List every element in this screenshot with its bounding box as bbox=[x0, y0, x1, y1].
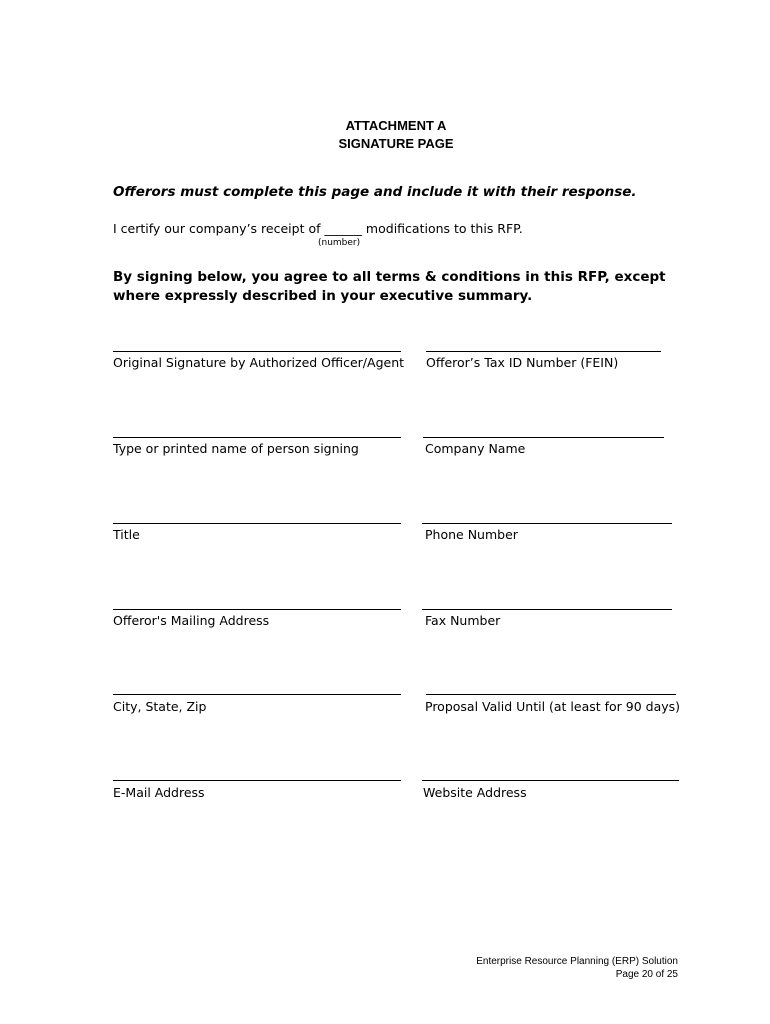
email-blank-line[interactable] bbox=[113, 780, 401, 781]
printed-name-blank-line[interactable] bbox=[113, 437, 401, 438]
mailing-address-blank-line[interactable] bbox=[113, 609, 401, 610]
proposal-valid-label: Proposal Valid Until (at least for 90 days) bbox=[425, 699, 681, 714]
agreement-statement: By signing below, you agree to all terms & conditions in this RFP, except where expressly described in your executive summary. bbox=[113, 269, 666, 304]
city-state-zip-blank-line[interactable] bbox=[113, 694, 401, 695]
company-name-label: Company Name bbox=[425, 441, 526, 456]
signature-label: Original Signature by Authorized Officer/Agent bbox=[113, 355, 405, 370]
title-label: Title bbox=[113, 527, 140, 542]
fein-blank-line[interactable] bbox=[426, 351, 661, 352]
company-name-blank-line[interactable] bbox=[423, 437, 664, 438]
fax-label: Fax Number bbox=[425, 613, 501, 628]
instruction-notice: Offerors must complete this page and include it with their response. bbox=[113, 184, 637, 200]
footer-page-number: Page 20 of 25 bbox=[615, 969, 678, 980]
mailing-address-label: Offeror's Mailing Address bbox=[113, 613, 270, 628]
proposal-valid-blank-line[interactable] bbox=[426, 694, 676, 695]
fein-label: Offeror’s Tax ID Number (FEIN) bbox=[426, 355, 619, 370]
certification-number-note: (number) bbox=[318, 238, 361, 248]
printed-name-label: Type or printed name of person signing bbox=[113, 441, 359, 456]
title-blank-line[interactable] bbox=[113, 523, 401, 524]
website-blank-line[interactable] bbox=[422, 780, 679, 781]
city-state-zip-label: City, State, Zip bbox=[113, 699, 207, 714]
signature-blank-line[interactable] bbox=[113, 351, 401, 352]
attachment-heading: ATTACHMENT A bbox=[345, 118, 447, 133]
certification-statement: I certify our company’s receipt of ______ modifications to this RFP. bbox=[113, 221, 523, 236]
website-label: Website Address bbox=[423, 785, 527, 800]
signature-page-heading: SIGNATURE PAGE bbox=[338, 136, 454, 151]
footer-document-title: Enterprise Resource Planning (ERP) Solution bbox=[476, 956, 678, 967]
phone-blank-line[interactable] bbox=[422, 523, 672, 524]
email-label: E-Mail Address bbox=[113, 785, 205, 800]
phone-label: Phone Number bbox=[425, 527, 518, 542]
fax-blank-line[interactable] bbox=[422, 609, 672, 610]
